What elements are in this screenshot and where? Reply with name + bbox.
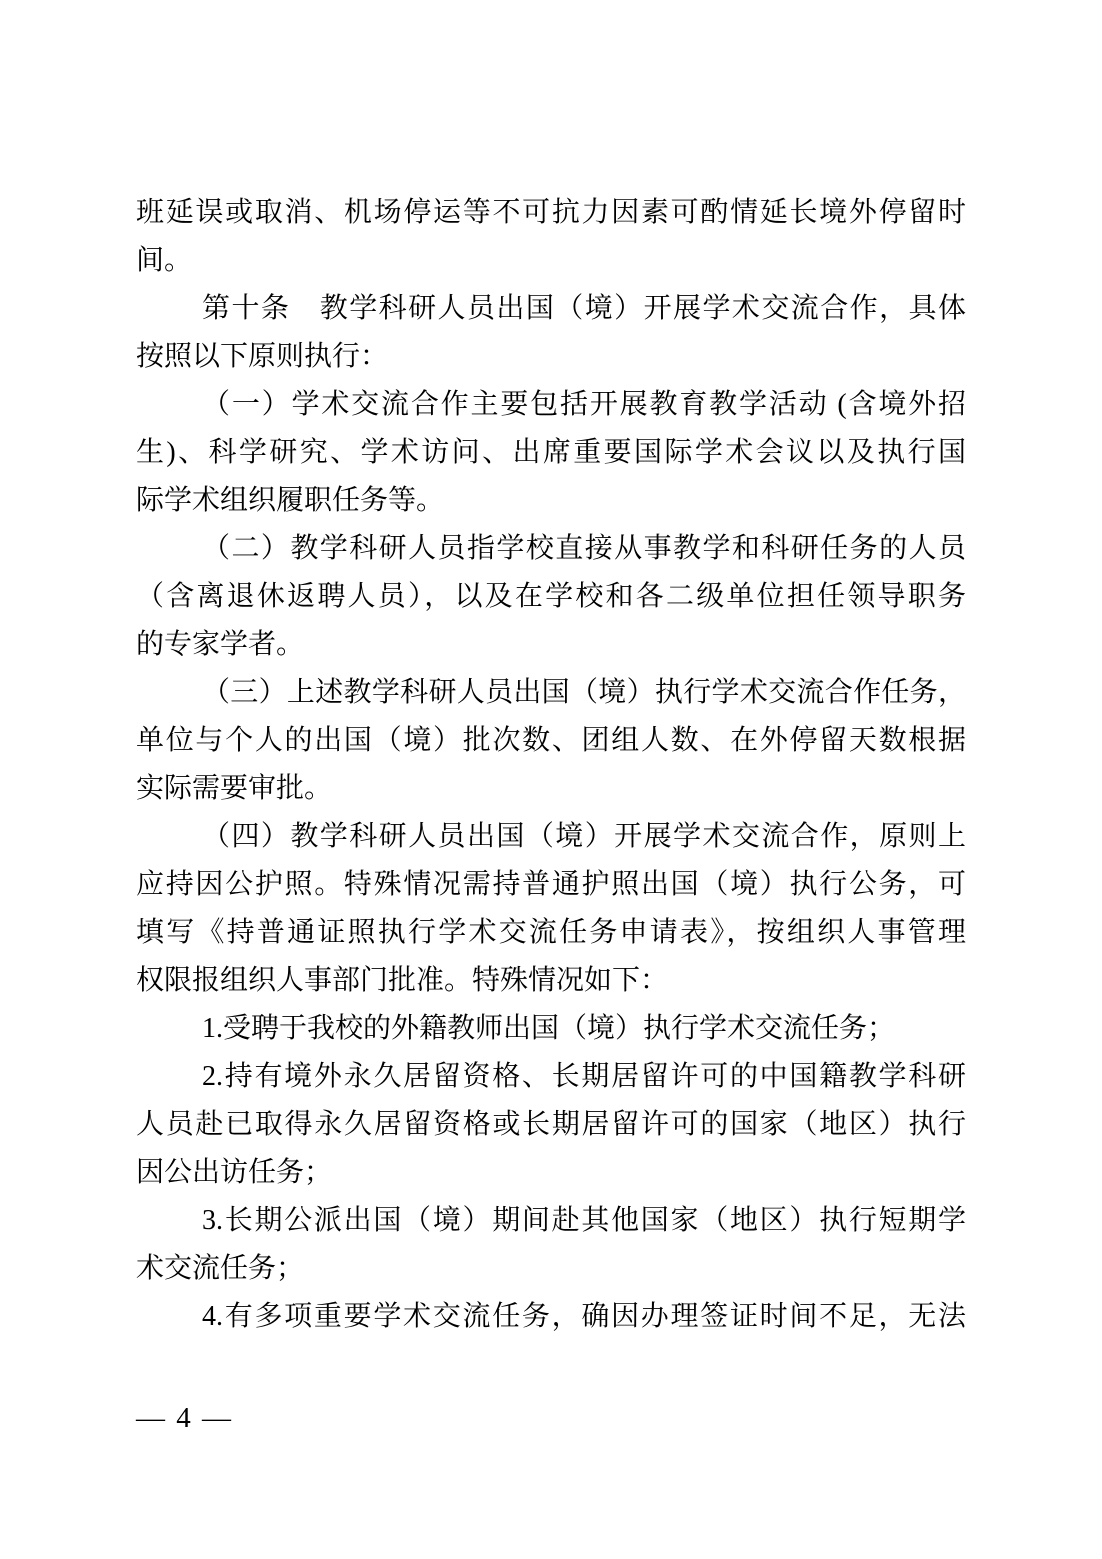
text-line: （一）学术交流合作主要包括开展教育教学活动 (含境外招 <box>202 389 966 420</box>
text-line: 实际需要审批。 <box>136 773 333 804</box>
text-line: 生)、科学研究、学术访问、出席重要国际学术会议以及执行国 <box>136 437 966 468</box>
text-line: 间。 <box>136 245 193 276</box>
text-line: 的专家学者。 <box>136 629 305 660</box>
text-line: 按照以下原则执行： <box>136 341 389 372</box>
text-line: 单位与个人的出国（境）批次数、团组人数、在外停留天数根据 <box>136 725 966 756</box>
para-principle-2 <box>136 525 966 669</box>
text-line: 4.有多项重要学术交流任务，确因办理签证时间不足，无法 <box>202 1301 966 1332</box>
page-number: — 4 — <box>136 1402 233 1434</box>
para-principle-1 <box>136 381 966 525</box>
para-special-case-3 <box>136 1197 966 1293</box>
text-line: 第十条 教学科研人员出国（境）开展学术交流合作，具体 <box>202 293 966 324</box>
text-line: 2.持有境外永久居留资格、长期居留许可的中国籍教学科研 <box>202 1061 966 1092</box>
para-special-case-4 <box>136 1293 966 1341</box>
para-principle-4 <box>136 813 966 1005</box>
text-line: （三）上述教学科研人员出国（境）执行学术交流合作任务， <box>202 677 966 708</box>
text-line: 班延误或取消、机场停运等不可抗力因素可酌情延长境外停留时 <box>136 197 966 228</box>
document-body <box>136 189 966 1341</box>
text-line: 填写《持普通证照执行学术交流任务申请表》，按组织人事管理 <box>136 917 966 948</box>
para-article-10 <box>136 285 966 381</box>
para-special-case-2 <box>136 1053 966 1197</box>
text-line: 应持因公护照。特殊情况需持普通护照出国（境）执行公务，可 <box>136 869 966 900</box>
para-principle-3 <box>136 669 966 813</box>
text-line: 权限报组织人事部门批准。特殊情况如下： <box>136 965 669 996</box>
para-special-case-1 <box>136 1005 966 1053</box>
text-line: （四）教学科研人员出国（境）开展学术交流合作，原则上 <box>202 821 966 852</box>
text-line: 1.受聘于我校的外籍教师出国（境）执行学术交流任务； <box>202 1013 896 1044</box>
text-line: 3.长期公派出国（境）期间赴其他国家（地区）执行短期学 <box>202 1205 966 1236</box>
text-line: 际学术组织履职任务等。 <box>136 485 445 516</box>
text-line: （二）教学科研人员指学校直接从事教学和科研任务的人员 <box>202 533 966 564</box>
para-force-majeure-continuation <box>136 189 966 285</box>
text-line: 术交流任务； <box>136 1253 305 1284</box>
text-line: 人员赴已取得永久居留资格或长期居留许可的国家（地区）执行 <box>136 1109 966 1140</box>
text-line: （含离退休返聘人员），以及在学校和各二级单位担任领导职务 <box>136 581 966 612</box>
text-line: 因公出访任务； <box>136 1157 333 1188</box>
